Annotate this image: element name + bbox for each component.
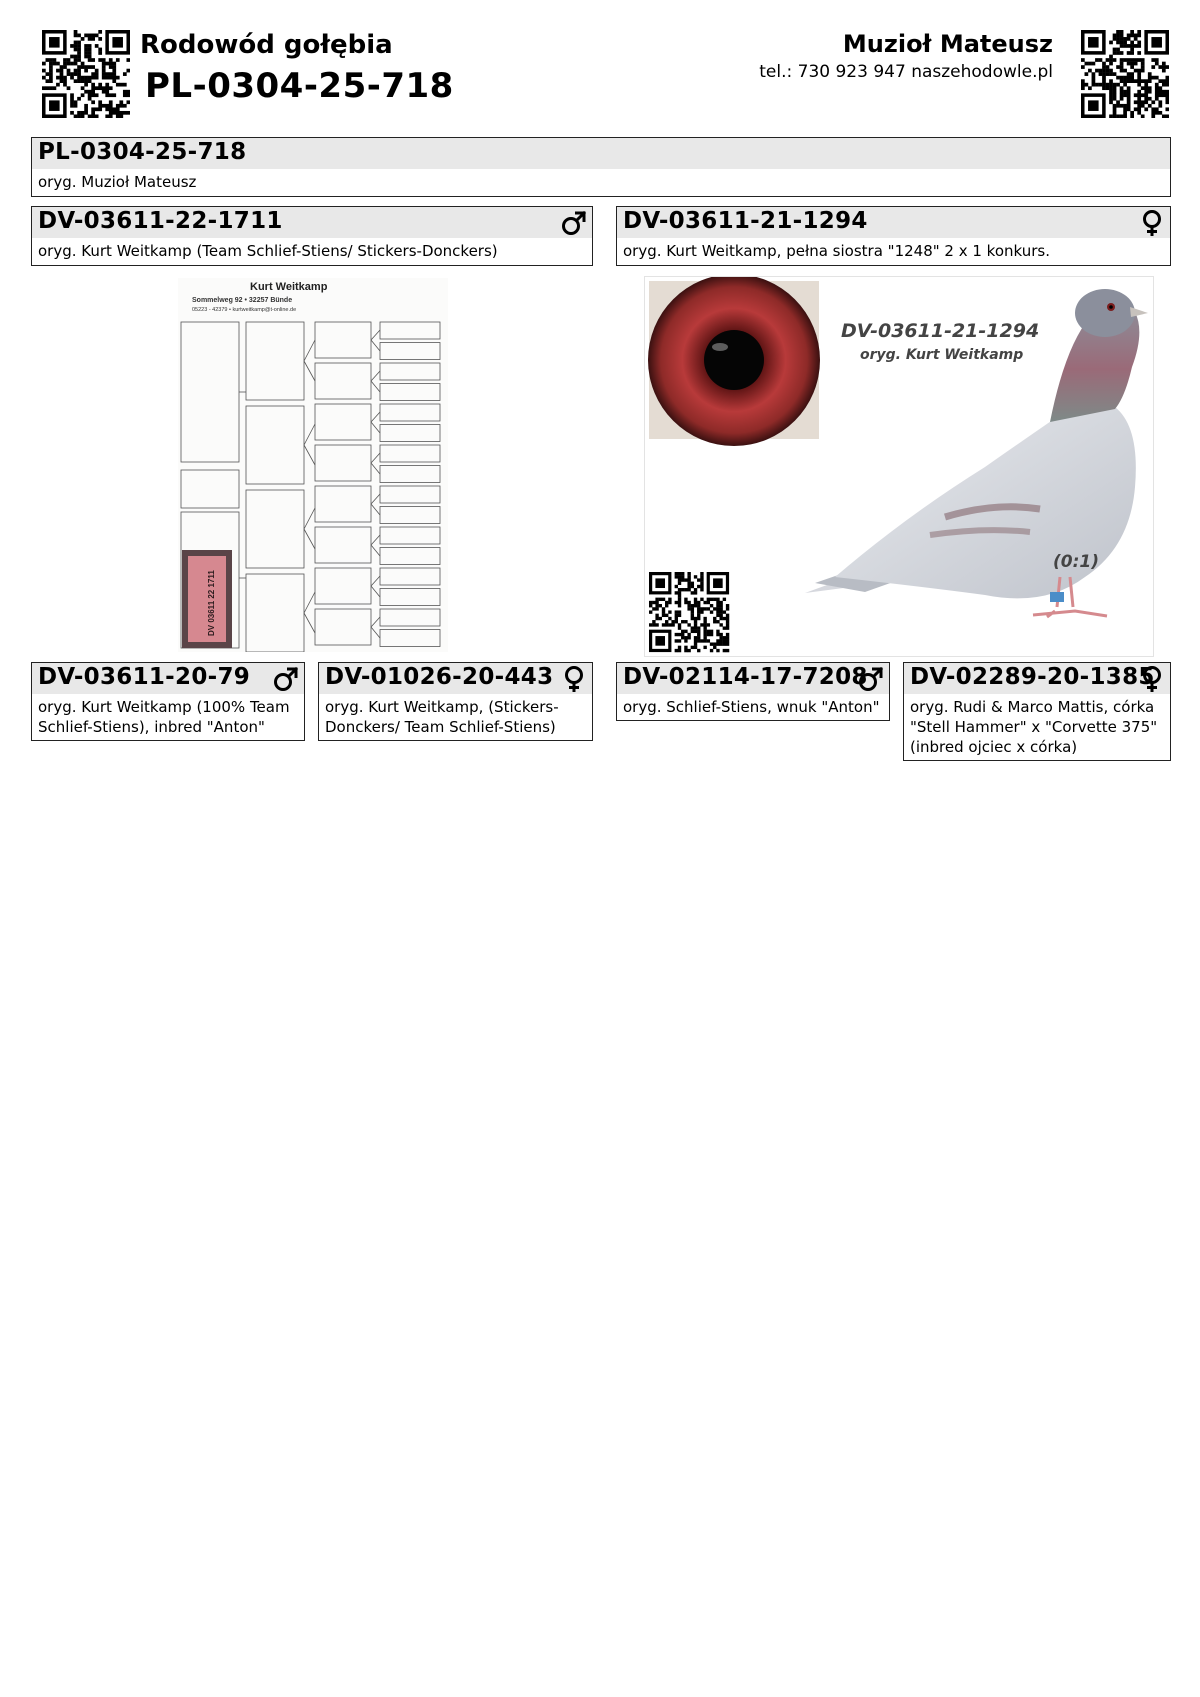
subject-ring: PL-0304-25-718 [38, 139, 247, 165]
eye-closeup [648, 277, 820, 446]
grandparent-card [616, 662, 890, 721]
grandparent-card [903, 662, 1171, 761]
grandparent-card-header [319, 663, 592, 694]
grandparent-origin: oryg. Kurt Weitkamp (100% Team Schlief-Stiens), inbred "Anton" [38, 698, 290, 736]
grandparent-origin: oryg. Rudi & Marco Mattis, córka "Stell Hammer" x "Corvette 375" (inbred ojciec x córka) [910, 698, 1158, 756]
father-origin: oryg. Kurt Weitkamp (Team Schlief-Stiens/ Stickers-Donckers) [38, 242, 498, 260]
subject-card [31, 137, 1171, 197]
mother-card [616, 206, 1171, 266]
photo-qr-code-icon [649, 572, 729, 652]
grandparent-ring: DV-03611-20-79 [38, 664, 251, 690]
photo-caption-origin: oryg. Kurt Weitkamp [860, 347, 1024, 363]
qr-code-icon [1081, 30, 1169, 118]
breeder-contact: tel.: 730 923 947 naszehodowle.pl [759, 62, 1053, 82]
grandparent-card [318, 662, 593, 741]
photo-caption-ring: DV-03611-21-1294 [841, 320, 1040, 342]
photo-score: (0:1) [1053, 552, 1099, 572]
subject-origin: oryg. Muzioł Mateusz [38, 173, 197, 191]
male-symbol-icon [857, 665, 885, 693]
grandparent-card-header [32, 663, 304, 694]
pedigree-doc-contact: 05223 - 42379 • kurtweitkamp@t-online.de [192, 307, 297, 313]
female-symbol-icon [1138, 209, 1166, 237]
father-ring: DV-03611-22-1711 [38, 208, 283, 234]
father-card [31, 206, 593, 266]
pedigree-doc-address: Sommelweg 92 • 32257 Bünde [192, 297, 293, 304]
qr-code-icon [42, 30, 130, 118]
pedigree-ring-stamp-text: DV 03611 22 1711 [207, 570, 216, 636]
female-symbol-icon [560, 665, 588, 693]
grandparent-origin: oryg. Schlief-Stiens, wnuk "Anton" [623, 698, 880, 716]
male-symbol-icon [272, 665, 300, 693]
grandparent-card-header [904, 663, 1170, 694]
female-symbol-icon [1138, 665, 1166, 693]
breeder-name: Muzioł Mateusz [842, 30, 1053, 58]
mother-ring: DV-03611-21-1294 [623, 208, 868, 234]
pedigree-ring-stamp [182, 550, 232, 648]
mother-card-header [617, 207, 1170, 238]
grandparent-ring: DV-02114-17-7208 [623, 664, 868, 690]
subject-card-header [32, 138, 1170, 169]
male-symbol-icon [560, 209, 588, 237]
grandparent-card-header [617, 663, 889, 694]
grandparent-origin: oryg. Kurt Weitkamp, (Stickers-Donckers/ Team Schlief-Stiens) [325, 698, 559, 736]
main-ring-number: PL-0304-25-718 [145, 66, 454, 106]
father-pedigree-photo [178, 278, 448, 652]
grandparent-card [31, 662, 305, 741]
father-card-header [32, 207, 592, 238]
grandparent-ring: DV-01026-20-443 [325, 664, 554, 690]
pedigree-doc-title: Kurt Weitkamp [250, 281, 328, 293]
mother-origin: oryg. Kurt Weitkamp, pełna siostra "1248" 2 x 1 konkurs. [623, 242, 1050, 260]
grandparent-ring: DV-02289-20-1385 [910, 664, 1155, 690]
document-title: Rodowód gołębia [140, 30, 393, 60]
mother-pigeon-photo [644, 276, 1154, 657]
